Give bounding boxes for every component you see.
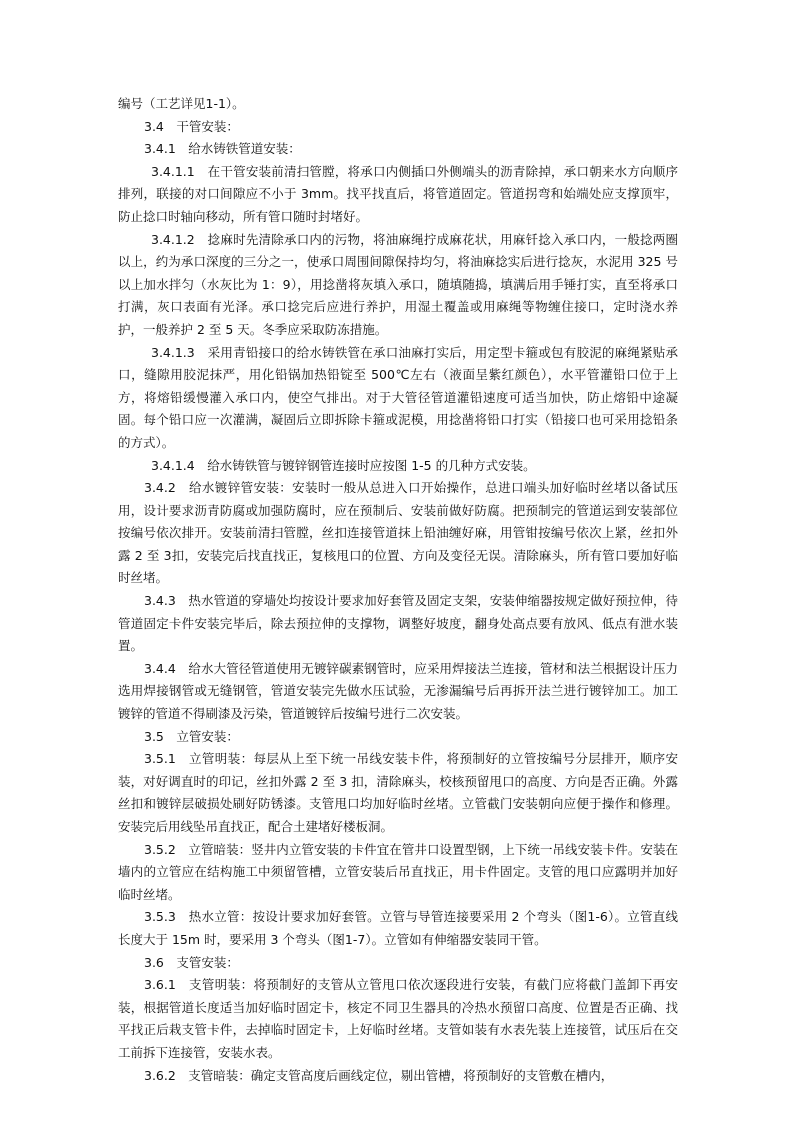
paragraph-3-4-2: 3.4.2 给水镀锌管安装：安装时一般从总进入口开始操作，总进口端头加好临时丝堵以备试压用，设计要求沥青防腐或加强防腐时，应在预制后、安装前做好防腐。把预制完的管道运到安装部位按编号依次排开。安装前清扫管膛，丝扣连接管道抹上铅油缠好麻，用管钳按编号依次上紧，丝扣外露 2 至 3扣，安装完后找直找正，复核甩口的位置、方向及变径无误。清除麻头，所有管口要加好临时丝堵。 [118, 480, 678, 586]
section-heading-3-5: 3.5 立管安装： [144, 728, 239, 744]
paragraph-3-4-1-2: 3.4.1.2 捻麻时先清除承口内的污物，将油麻绳拧成麻花状，用麻钎捻入承口内，一般捻两圈以上，约为承口深度的三分之一，使承口周围间隙保持均匀，将油麻捻实后进行捻灰，水泥用 325 号以上加水拌匀（水灰比为 1：9），用捻凿将灰填入承口，随填随捣，填满后用手锤打实，直至将承口打满，灰口表面有光泽。承口捻完后应进行养护，用湿土覆盖或用麻绳等物缠住接口，定时浇水养护，一般养护 2 至 5 天。冬季应采取防冻措施。 [118, 231, 678, 337]
paragraph-3-4-1-1: 3.4.1.1 在干管安装前清扫管膛，将承口内侧插口外侧端头的沥青除掉，承口朝来水方向顺序排列，联接的对口间隙应不小于 3mm。找平找直后，将管道固定。管道拐弯和始端处应支撑顶牢，防止捻口时轴向移动，所有管口随时封堵好。 [118, 163, 678, 224]
paragraph-continuation: 编号（工艺详见1-1）。 [118, 96, 245, 111]
paragraph-3-5-1: 3.5.1 立管明装：每层从上至下统一吊线安装卡件，将预制好的立管按编号分层排开，顺序安装，对好调直时的印记，丝扣外露 2 至 3 扣，清除麻头，校核预留甩口的高度、方向是否正确。外露丝扣和镀锌层破损处刷好防锈漆。支管甩口均加好临时丝堵。立管截门安装朝向应便于操作和修理。安装完后用线坠吊直找正，配合土建堵好楼板洞。 [118, 751, 678, 834]
section-heading-3-4: 3.4 干管安装： [144, 118, 239, 134]
paragraph-3-6-1: 3.6.1 支管明装：将预制好的支管从立管甩口依次逐段进行安装，有截门应将截门盖卸下再安装，根据管道长度适当加好临时固定卡，核定不同卫生器具的冷热水预留口高度、位置是否正确、找平找正后栽支管卡件，去掉临时固定卡，上好临时丝堵。支管如装有水表先装上连接管，试压后在交工前拆下连接管，安装水表。 [118, 977, 678, 1060]
paragraph-3-4-1-4: 3.4.1.4 给水铸铁管与镀锌钢管连接时应按图 1-5 的几种方式安装。 [151, 457, 536, 473]
paragraph-3-4-1-3: 3.4.1.3 采用青铅接口的给水铸铁管在承口油麻打实后，用定型卡箍或包有胶泥的麻绳紧贴承口，缝隙用胶泥抹严，用化铅锅加热铅锭至 500℃左右（液面呈紫红颜色），水平管灌铅口位于上方，将熔铅缓慢灌入承口内，使空气排出。对于大管径管道灌铅速度可适当加快，防止熔铅中途凝固。每个铅口应一次灌满，凝固后立即拆除卡箍或泥模，用捻凿将铅口打实（铅接口也可采用捻铅条的方式）。 [118, 344, 678, 450]
paragraph-3-5-3: 3.5.3 热水立管：按设计要求加好套管。立管与导管连接要采用 2 个弯头（图1-6）。立管直线长度大于 15m 时，要采用 3 个弯头（图1-7）。立管如有伸缩器安装同干管。 [118, 909, 678, 947]
paragraph-3-5-2: 3.5.2 立管暗装：竖井内立管安装的卡件宜在管井口设置型钢，上下统一吊线安装卡件。安装在墙内的立管应在结构施工中须留管槽，立管安装后吊直找正，用卡件固定。支管的甩口应露明并加好临时丝堵。 [118, 841, 678, 902]
document-body [118, 93, 678, 1087]
section-heading-3-6: 3.6 支管安装： [144, 954, 239, 970]
paragraph-3-6-2: 3.6.2 支管暗装：确定支管高度后画线定位，剔出管槽，将预制好的支管敷在槽内， [144, 1067, 614, 1083]
paragraph-3-4-3: 3.4.3 热水管道的穿墙处均按设计要求加好套管及固定支架，安装伸缩器按规定做好预拉伸，待管道固定卡件安装完毕后，除去预拉伸的支撑物，调整好坡度，翻身处高点要有放风、低点有泄水装置。 [118, 593, 678, 654]
subsection-heading-3-4-1: 3.4.1 给水铸铁管道安装： [144, 141, 301, 157]
paragraph-3-4-4: 3.4.4 给水大管径管道使用无镀锌碳素钢管时，应采用焊接法兰连接，管材和法兰根据设计压力选用焊接钢管或无缝钢管，管道安装完先做水压试验，无渗漏编号后再拆开法兰进行镀锌加工。加工镀锌的管道不得刷漆及污染，管道镀锌后按编号进行二次安装。 [118, 660, 678, 722]
